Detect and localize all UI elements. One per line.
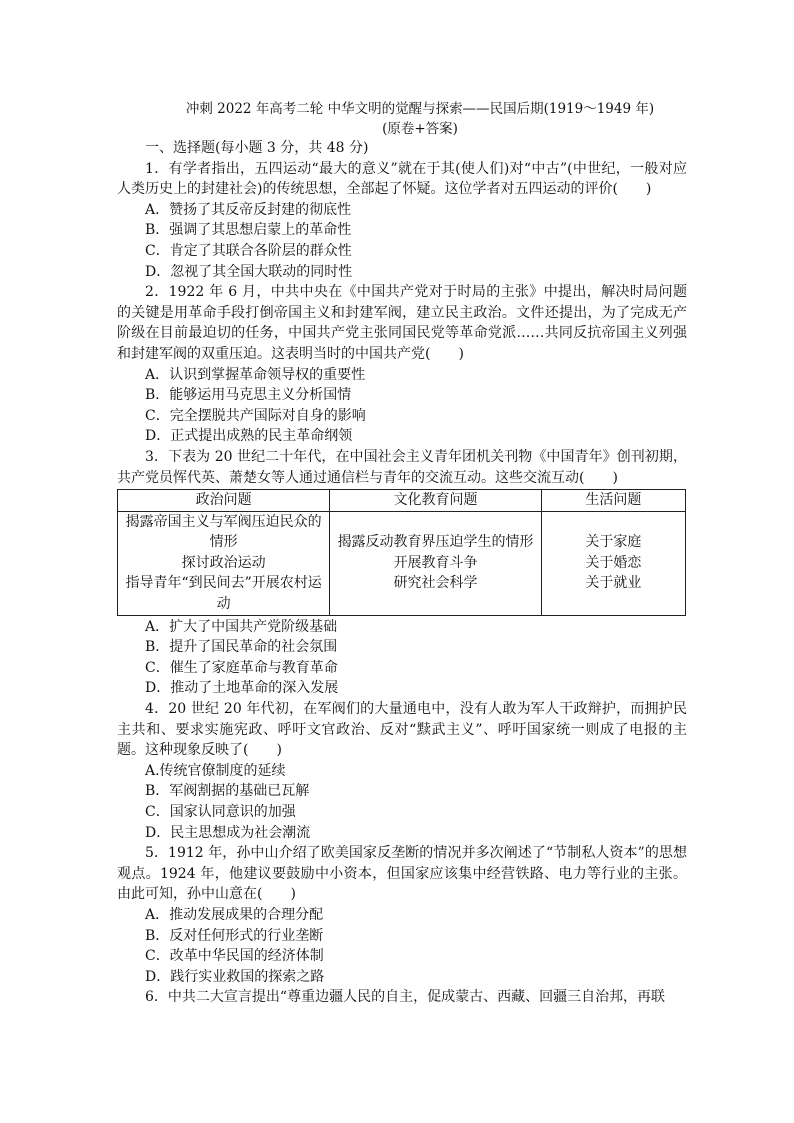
- table-header-row: [118, 490, 686, 512]
- question-3-table: [117, 489, 686, 616]
- table-header-culture: 文化教育问题: [330, 490, 542, 512]
- question-2-option-a: A．认识到掌握革命领导权的重要性: [145, 366, 366, 383]
- table-header-politics: 政治问题: [118, 490, 330, 512]
- table-cell-line: 关于家庭: [585, 534, 642, 551]
- question-2-option-b: B．能够运用马克思主义分析国情: [145, 387, 352, 404]
- question-5-option-c: C．改革中华民国的经济体制: [145, 948, 324, 965]
- question-2-stem: 2．1922 年 6 月，中共中央在《中国共产党对于时局的主张》中提出，解决时局问题的关键是用革命手段打倒帝国主义和封建军阀，建立民主政治。文件还提出，为了完成无产阶级在目前最迫切的任务，中国共产党主张同国民党等革命党派……共同反抗帝国主义列强和封建军阀的双重压迫。这表明当时的中国共产党( ): [117, 284, 687, 362]
- table-cell-politics: [118, 511, 330, 615]
- question-4-option-c: C．国家认同意识的加强: [145, 804, 296, 820]
- section-heading: 一、选择题(每小题 3 分，共 48 分): [145, 140, 369, 156]
- question-5-option-b: B．反对任何形式的行业垄断: [145, 927, 324, 944]
- table-cell-line: 关于就业: [585, 575, 642, 592]
- table-cell-line: 研究社会科学: [393, 575, 478, 592]
- table-cell-line: 关于婚恋: [585, 554, 642, 571]
- question-1-option-c: C．肯定了其联合各阶层的群众性: [145, 242, 352, 259]
- question-5-option-a: A．推动发展成果的合理分配: [145, 906, 324, 923]
- question-3-option-a: A．扩大了中国共产党阶级基础: [145, 618, 338, 635]
- question-3-option-b: B．提升了国民革命的社会氛围: [145, 639, 338, 656]
- table-header-life: 生活问题: [541, 490, 685, 512]
- document-subtitle: (原卷+答案): [382, 121, 458, 137]
- table-cell-line: 探讨政治运动: [181, 554, 266, 571]
- question-1-option-a: A．赞扬了其反帝反封建的彻底性: [145, 201, 352, 218]
- table-cell-line: 开展教育斗争: [393, 554, 478, 571]
- table-row: [118, 511, 686, 615]
- question-4-stem: 4．20 世纪 20 年代初，在军阀们的大量通电中，没有人敢为军人干政辩护，而拥护民主共和、要求实施宪政、呼吁文官政治、反对“黩武主义”、呼吁国家统一则成了电报的主题。这种现象反映了( ): [117, 701, 687, 759]
- question-4-option-b: B．军阀割据的基础已瓦解: [145, 783, 310, 800]
- table-cell-line: 指导青年“到民间去”开展农村运动: [125, 575, 322, 613]
- table-cell-life: [541, 511, 685, 615]
- question-1-stem: 1．有学者指出，五四运动“最大的意义”就在于其(使人们)对“中古”(中世纪，一般对应人类历史上的封建社会)的传统思想，全部起了怀疑。这位学者对五四运动的评价( ): [117, 160, 687, 198]
- table-cell-culture: [330, 511, 542, 615]
- question-3-option-c: C．催生了家庭革命与教育革命: [145, 659, 338, 676]
- question-2-option-d: D．正式提出成熟的民主革命纲领: [145, 428, 353, 445]
- document-body: [117, 138, 687, 1008]
- question-5-option-d: D．践行实业救国的探索之路: [145, 968, 325, 985]
- question-3-option-d: D．推动了土地革命的深入发展: [145, 680, 339, 697]
- question-3-stem: 3．下表为 20 世纪二十年代，在中国社会主义青年团机关刊物《中国青年》创刊初期，共产党员恽代英、萧楚女等人通过通信栏与青年的交流互动。这些交流互动( ): [117, 448, 687, 486]
- question-4-option-d: D．民主思想成为社会潮流: [145, 824, 311, 841]
- question-1-option-b: B．强调了其思想启蒙上的革命性: [145, 222, 352, 239]
- question-6-stem: 6．中共二大宣言提出“尊重边疆人民的自主，促成蒙古、西藏、回疆三自治邦，再联: [145, 989, 666, 1006]
- question-5-stem: 5．1912 年，孙中山介绍了欧美国家反垄断的情况并多次阐述了“节制私人资本”的思想观点。1924 年，他建议要鼓励中小资本，但国家应该集中经营铁路、电力等行业的主张。由此可知，孙中山意在( ): [117, 845, 687, 903]
- table-cell-line: 揭露反动教育界压迫学生的情形: [337, 534, 534, 551]
- document-title: 冲刺 2022 年高考二轮 中华文明的觉醒与探索——民国后期(1919～1949 年): [185, 101, 655, 117]
- question-1-option-d: D．忽视了其全国大联动的同时性: [145, 263, 353, 280]
- question-2-option-c: C．完全摆脱共产国际对自身的影响: [145, 407, 366, 424]
- question-4-option-a: A.传统官僚制度的延续: [145, 762, 286, 779]
- table-cell-line: 揭露帝国主义与军阀压迫民众的情形: [125, 513, 322, 551]
